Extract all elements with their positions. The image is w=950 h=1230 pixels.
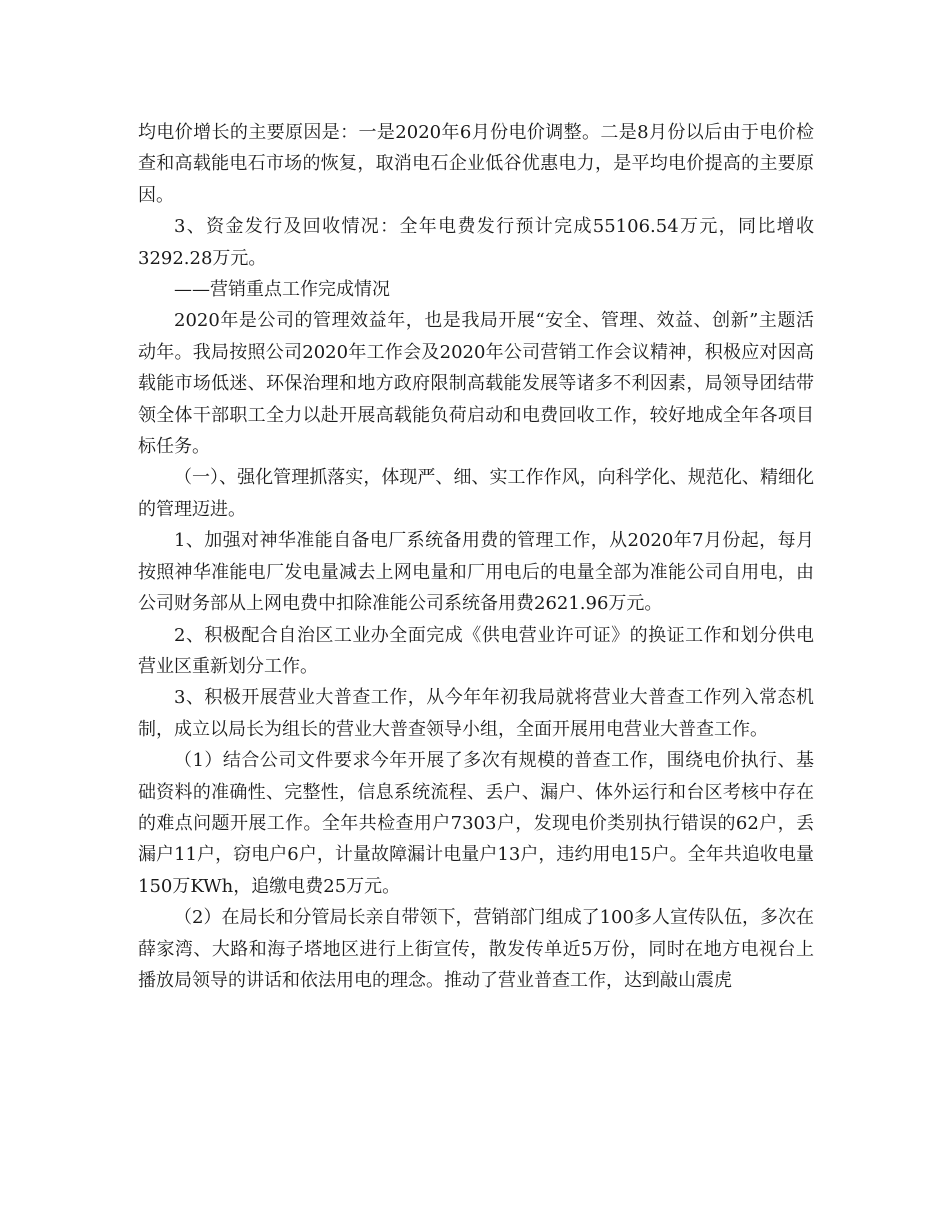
paragraph-subitem-1-inspection: （1）结合公司文件要求今年开展了多次有规模的普查工作，围绕电价执行、基础资料的准确性、完整性，信息系统流程、丢户、漏户、体外运行和台区考核中存在的难点问题开展工作。全年共检查用户7303户，发现电价类别执行错误的62户，丢漏户11户，窃电户6户，计量故障漏计电量户13户，违约用电15户。全年共追收电量150万KWh，追缴电费25万元。 — [138, 750, 814, 897]
paragraph-item-3-survey: 3、积极开展营业大普查工作，从今年年初我局就将营业大普查工作列入常态机制，成立以局长为组长的营业大普查领导小组，全面开展用电营业大普查工作。 — [138, 687, 814, 740]
paragraph-management-year: 2020年是公司的管理效益年，也是我局开展“安全、管理、效益、创新”主题活动年。我局按照公司2020年工作会及2020年公司营销工作会议精神，积极应对因高载能市场低迷、环保治理和地方政府限制高载能发展等诸多不利因素，局领导团结带领全体干部职工全力以赴开展高载能负荷启动和电费回收工作，较好地成全年各项目标任务。 — [138, 310, 814, 458]
paragraph-item-1-backup-fee: 1、加强对神华准能自备电厂系统备用费的管理工作，从2020年7月份起，每月按照神华准能电厂发电量减去上网电量和厂用电后的电量全部为准能公司自用电，由公司财务部从上网电费中扣除准能公司系统备用费2621.96万元。 — [138, 530, 814, 615]
paragraph-average-price-reasons: 均电价增长的主要原因是：一是2020年6月份电价调整。二是8月份以后由于电价检查和高载能电石市场的恢复，取消电石企业低谷优惠电力，是平均电价提高的主要原因。 — [138, 122, 814, 206]
document-body — [138, 117, 814, 996]
section-heading-marketing-work: ——营销重点工作完成情况 — [174, 279, 390, 301]
paragraph-subitem-2-publicity: （2）在局长和分管局长亲自带领下，营销部门组成了100多人宣传队伍，多次在薛家湾、大路和海子塔地区进行上街宣传，散发传单近5万份，同时在地方电视台上播放局领导的讲话和依法用电的理念。推动了营业普查工作，达到敲山震虎 — [138, 907, 814, 991]
subheading-strengthen-management: （一）、强化管理抓落实，体现严、细、实工作作风，向科学化、规范化、精细化的管理迈进。 — [138, 467, 814, 520]
paragraph-item-2-license: 2、积极配合自治区工业办全面完成《供电营业许可证》的换证工作和划分供电营业区重新划分工作。 — [138, 624, 814, 677]
paragraph-fund-issuance: 3、资金发行及回收情况：全年电费发行预计完成55106.54万元，同比增收3292.28万元。 — [138, 216, 814, 269]
